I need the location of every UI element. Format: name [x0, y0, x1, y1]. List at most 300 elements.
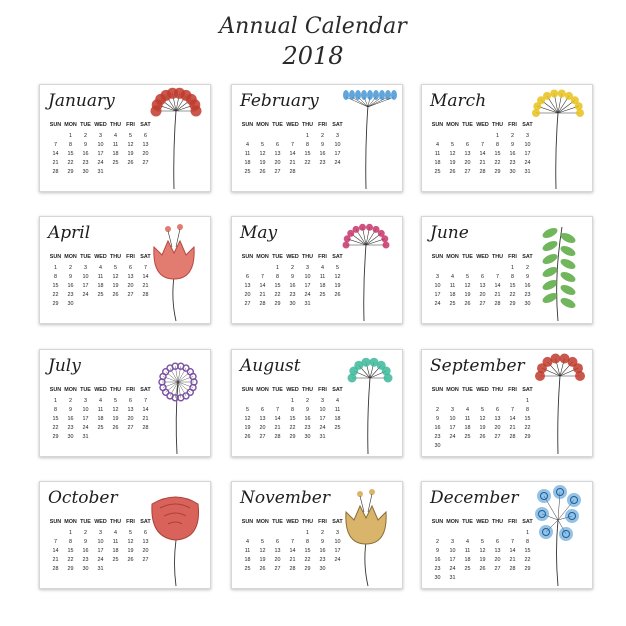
- day-cell: 29: [304, 566, 311, 572]
- day-cell: 2: [321, 133, 324, 139]
- day-cell: 12: [112, 407, 119, 413]
- day-cell: 1: [306, 133, 309, 139]
- day-cell: 16: [67, 283, 74, 289]
- day-cell: 30: [67, 301, 74, 307]
- weekday-label: SAT: [140, 122, 151, 128]
- day-cell: 1: [69, 530, 72, 536]
- day-cell: 1: [511, 265, 514, 271]
- day-cell: 27: [479, 301, 486, 307]
- month-card-may: [231, 216, 403, 324]
- weekday-header: [430, 122, 535, 128]
- week-row: [430, 424, 535, 433]
- day-cell: 14: [479, 151, 486, 157]
- week-row: [48, 565, 153, 574]
- day-cell: 13: [259, 416, 266, 422]
- day-cell: 28: [274, 434, 281, 440]
- day-cell: 13: [127, 407, 134, 413]
- week-row: [430, 547, 535, 556]
- day-cell: 29: [494, 169, 501, 175]
- day-cell: 14: [142, 274, 149, 280]
- flower-illustration-green-leaves: [528, 217, 590, 323]
- day-cell: 7: [481, 142, 484, 148]
- week-row: [240, 150, 345, 159]
- weekday-label: THU: [491, 122, 504, 128]
- day-cell: 13: [142, 539, 149, 545]
- week-row: [48, 406, 153, 415]
- day-cell: 8: [69, 539, 72, 545]
- day-cell: 23: [434, 434, 441, 440]
- weekday-label: THU: [109, 254, 122, 260]
- weekday-label: THU: [301, 122, 314, 128]
- day-cell: 20: [464, 160, 471, 166]
- month-name: December: [430, 488, 519, 508]
- week-row: [240, 565, 345, 574]
- week-row: [240, 291, 345, 300]
- day-cell: 15: [274, 283, 281, 289]
- day-cell: 3: [84, 265, 87, 271]
- week-row: [240, 282, 345, 291]
- day-cell: 9: [526, 274, 529, 280]
- day-cell: 26: [259, 566, 266, 572]
- week-row: [240, 273, 345, 282]
- day-cell: 13: [127, 274, 134, 280]
- day-cell: 18: [244, 160, 251, 166]
- weekday-label: THU: [109, 519, 122, 525]
- week-row: [48, 159, 153, 168]
- day-cell: 31: [449, 575, 456, 581]
- day-cell: 1: [526, 398, 529, 404]
- day-cell: 10: [434, 283, 441, 289]
- day-cell: 3: [451, 407, 454, 413]
- weekday-label: FRI: [508, 122, 517, 128]
- weekday-label: MON: [256, 387, 269, 393]
- day-cell: 31: [304, 301, 311, 307]
- day-cell: 13: [464, 151, 471, 157]
- week-row: [430, 415, 535, 424]
- day-cell: 10: [319, 407, 326, 413]
- day-cell: 23: [82, 557, 89, 563]
- week-row: [430, 273, 535, 282]
- week-row: [240, 397, 345, 406]
- week-row: [430, 556, 535, 565]
- day-cell: 5: [261, 539, 264, 545]
- day-cell: 9: [69, 407, 72, 413]
- day-cell: 1: [306, 530, 309, 536]
- weekday-label: TUE: [272, 254, 283, 260]
- weekday-label: WED: [286, 254, 299, 260]
- calendar-year: 2018: [282, 42, 344, 70]
- day-cell: 10: [97, 539, 104, 545]
- week-row: [48, 291, 153, 300]
- day-cell: 11: [334, 407, 341, 413]
- day-cell: 18: [434, 160, 441, 166]
- day-cell: 30: [289, 301, 296, 307]
- day-cell: 7: [511, 407, 514, 413]
- week-row: [430, 264, 535, 273]
- weekday-label: WED: [94, 387, 107, 393]
- day-cell: 30: [509, 169, 516, 175]
- day-cell: 29: [509, 301, 516, 307]
- week-row: [240, 406, 345, 415]
- day-cell: 4: [99, 398, 102, 404]
- day-cell: 18: [244, 557, 251, 563]
- day-cell: 5: [481, 407, 484, 413]
- day-cell: 26: [449, 169, 456, 175]
- day-cell: 19: [449, 160, 456, 166]
- month-name: September: [430, 356, 525, 376]
- day-cell: 19: [479, 425, 486, 431]
- day-cell: 28: [509, 434, 516, 440]
- day-cell: 23: [319, 160, 326, 166]
- day-cell: 5: [246, 407, 249, 413]
- weekday-label: SUN: [241, 254, 254, 260]
- weekday-header: [48, 254, 153, 260]
- weekday-label: TUE: [80, 387, 91, 393]
- week-row: [430, 132, 535, 141]
- day-cell: 29: [52, 434, 59, 440]
- month-card-august: [231, 349, 403, 457]
- week-row: [240, 141, 345, 150]
- month-name: February: [240, 91, 319, 111]
- day-cell: 16: [319, 548, 326, 554]
- day-cell: 11: [464, 548, 471, 554]
- day-cell: 17: [449, 425, 456, 431]
- day-cell: 12: [127, 539, 134, 545]
- weekday-header: [240, 519, 345, 525]
- weekday-label: WED: [476, 387, 489, 393]
- month-card-december: [421, 481, 593, 589]
- day-cell: 22: [274, 292, 281, 298]
- day-cell: 22: [67, 160, 74, 166]
- day-cell: 16: [434, 425, 441, 431]
- day-cell: 5: [466, 274, 469, 280]
- day-cell: 12: [259, 548, 266, 554]
- day-cell: 25: [97, 425, 104, 431]
- flower-illustration-red-tulip: [146, 217, 208, 323]
- calendar-title: Annual Calendar: [219, 14, 407, 39]
- day-cell: 30: [67, 434, 74, 440]
- day-cell: 31: [319, 434, 326, 440]
- day-cell: 9: [436, 416, 439, 422]
- day-grid: [240, 132, 345, 177]
- day-cell: 28: [479, 169, 486, 175]
- day-cell: 20: [494, 425, 501, 431]
- week-row: [48, 282, 153, 291]
- day-cell: 7: [144, 265, 147, 271]
- week-row: [48, 547, 153, 556]
- day-cell: 24: [82, 292, 89, 298]
- day-cell: 23: [524, 292, 531, 298]
- weekday-header: [430, 387, 535, 393]
- day-cell: 18: [319, 283, 326, 289]
- day-cell: 1: [69, 133, 72, 139]
- day-cell: 3: [526, 133, 529, 139]
- day-cell: 2: [436, 407, 439, 413]
- week-row: [48, 556, 153, 565]
- month-card-april: [39, 216, 211, 324]
- day-cell: 8: [54, 407, 57, 413]
- day-cell: 18: [112, 548, 119, 554]
- weekday-label: TUE: [272, 519, 283, 525]
- day-cell: 31: [97, 566, 104, 572]
- day-cell: 12: [449, 151, 456, 157]
- day-cell: 13: [274, 151, 281, 157]
- week-row: [430, 159, 535, 168]
- weekday-label: FRI: [508, 519, 517, 525]
- day-cell: 23: [67, 292, 74, 298]
- day-cell: 4: [436, 142, 439, 148]
- weekday-label: SUN: [431, 254, 444, 260]
- flower-illustration-blue-sprig: [338, 85, 400, 191]
- weekday-label: TUE: [80, 519, 91, 525]
- month-name: July: [48, 356, 81, 376]
- day-cell: 21: [289, 160, 296, 166]
- day-cell: 5: [481, 539, 484, 545]
- weekday-label: THU: [301, 254, 314, 260]
- day-cell: 17: [304, 283, 311, 289]
- day-cell: 12: [334, 274, 341, 280]
- day-cell: 27: [142, 160, 149, 166]
- day-cell: 20: [274, 557, 281, 563]
- day-cell: 23: [319, 557, 326, 563]
- day-cell: 26: [127, 557, 134, 563]
- day-cell: 20: [259, 425, 266, 431]
- month-card-june: [421, 216, 593, 324]
- day-cell: 19: [127, 548, 134, 554]
- weekday-label: FRI: [318, 387, 327, 393]
- weekday-label: TUE: [462, 122, 473, 128]
- day-cell: 3: [336, 133, 339, 139]
- day-cell: 7: [291, 142, 294, 148]
- day-cell: 31: [82, 434, 89, 440]
- day-cell: 25: [449, 301, 456, 307]
- flower-illustration-red-rose: [146, 482, 208, 588]
- week-row: [430, 442, 535, 451]
- day-cell: 8: [306, 539, 309, 545]
- day-cell: 7: [291, 539, 294, 545]
- month-name: October: [48, 488, 118, 508]
- day-grid: [48, 264, 153, 309]
- weekday-label: SUN: [49, 122, 62, 128]
- day-cell: 2: [321, 530, 324, 536]
- day-cell: 9: [291, 274, 294, 280]
- day-cell: 9: [321, 142, 324, 148]
- day-cell: 18: [334, 416, 341, 422]
- day-cell: 25: [244, 169, 251, 175]
- weekday-label: WED: [94, 254, 107, 260]
- day-cell: 17: [434, 292, 441, 298]
- month-name: August: [240, 356, 301, 376]
- flower-illustration-gold-tulip: [338, 482, 400, 588]
- day-cell: 19: [479, 557, 486, 563]
- day-cell: 27: [127, 425, 134, 431]
- weekday-label: TUE: [272, 387, 283, 393]
- day-cell: 22: [524, 425, 531, 431]
- day-cell: 22: [52, 292, 59, 298]
- weekday-label: TUE: [462, 254, 473, 260]
- day-cell: 4: [466, 539, 469, 545]
- day-cell: 8: [526, 539, 529, 545]
- weekday-label: WED: [476, 254, 489, 260]
- day-cell: 27: [274, 169, 281, 175]
- week-row: [240, 300, 345, 309]
- day-cell: 16: [67, 416, 74, 422]
- week-row: [430, 397, 535, 406]
- day-cell: 11: [112, 539, 119, 545]
- day-cell: 24: [97, 160, 104, 166]
- day-cell: 16: [289, 283, 296, 289]
- day-cell: 15: [524, 416, 531, 422]
- day-cell: 9: [306, 407, 309, 413]
- day-cell: 19: [244, 425, 251, 431]
- weekday-label: THU: [109, 387, 122, 393]
- month-card-july: [39, 349, 211, 457]
- day-cell: 27: [494, 566, 501, 572]
- day-cell: 18: [97, 416, 104, 422]
- day-cell: 11: [449, 283, 456, 289]
- day-cell: 21: [289, 557, 296, 563]
- day-cell: 5: [114, 398, 117, 404]
- day-cell: 21: [509, 425, 516, 431]
- day-cell: 3: [451, 539, 454, 545]
- day-cell: 25: [334, 425, 341, 431]
- day-cell: 14: [509, 548, 516, 554]
- day-cell: 24: [82, 425, 89, 431]
- weekday-label: THU: [301, 387, 314, 393]
- day-cell: 1: [54, 398, 57, 404]
- day-cell: 25: [319, 292, 326, 298]
- weekday-header: [48, 122, 153, 128]
- day-cell: 30: [434, 575, 441, 581]
- day-cell: 1: [54, 265, 57, 271]
- day-cell: 9: [69, 274, 72, 280]
- week-row: [48, 529, 153, 538]
- day-cell: 22: [289, 425, 296, 431]
- day-cell: 9: [84, 539, 87, 545]
- day-cell: 7: [261, 274, 264, 280]
- day-cell: 3: [321, 398, 324, 404]
- day-cell: 12: [479, 416, 486, 422]
- weekday-label: SAT: [522, 519, 533, 525]
- week-row: [430, 406, 535, 415]
- day-cell: 11: [97, 274, 104, 280]
- day-cell: 1: [526, 530, 529, 536]
- day-cell: 29: [524, 566, 531, 572]
- week-row: [48, 168, 153, 177]
- day-cell: 30: [524, 301, 531, 307]
- month-card-november: [231, 481, 403, 589]
- day-cell: 6: [276, 142, 279, 148]
- day-cell: 4: [246, 539, 249, 545]
- day-cell: 17: [334, 548, 341, 554]
- day-cell: 2: [84, 530, 87, 536]
- day-cell: 29: [52, 301, 59, 307]
- month-card-september: [421, 349, 593, 457]
- day-cell: 14: [52, 151, 59, 157]
- week-row: [430, 291, 535, 300]
- day-grid: [240, 264, 345, 309]
- day-cell: 21: [142, 416, 149, 422]
- weekday-label: FRI: [318, 254, 327, 260]
- week-row: [240, 547, 345, 556]
- day-cell: 27: [494, 434, 501, 440]
- weekday-label: SUN: [241, 122, 254, 128]
- day-cell: 5: [336, 265, 339, 271]
- week-row: [48, 538, 153, 547]
- weekday-header: [240, 254, 345, 260]
- day-cell: 19: [127, 151, 134, 157]
- week-row: [240, 556, 345, 565]
- weekday-header: [430, 254, 535, 260]
- day-cell: 30: [304, 434, 311, 440]
- week-row: [48, 300, 153, 309]
- weekday-label: WED: [476, 519, 489, 525]
- day-cell: 25: [464, 566, 471, 572]
- day-cell: 27: [244, 301, 251, 307]
- day-cell: 29: [67, 566, 74, 572]
- day-cell: 10: [97, 142, 104, 148]
- weekday-label: MON: [446, 122, 459, 128]
- weekday-label: MON: [446, 254, 459, 260]
- day-cell: 22: [67, 557, 74, 563]
- weekday-label: SAT: [332, 519, 343, 525]
- week-row: [240, 529, 345, 538]
- day-cell: 5: [129, 530, 132, 536]
- day-cell: 16: [524, 283, 531, 289]
- weekday-label: SAT: [332, 254, 343, 260]
- weekday-label: WED: [94, 519, 107, 525]
- day-cell: 6: [496, 407, 499, 413]
- day-cell: 22: [524, 557, 531, 563]
- day-cell: 2: [291, 265, 294, 271]
- month-name: March: [430, 91, 487, 111]
- day-cell: 19: [259, 557, 266, 563]
- day-cell: 22: [304, 557, 311, 563]
- day-cell: 21: [259, 292, 266, 298]
- day-cell: 5: [129, 133, 132, 139]
- day-cell: 22: [304, 160, 311, 166]
- day-cell: 15: [524, 548, 531, 554]
- week-row: [48, 150, 153, 159]
- day-cell: 14: [289, 548, 296, 554]
- day-cell: 13: [142, 142, 149, 148]
- day-cell: 15: [52, 416, 59, 422]
- day-cell: 6: [246, 274, 249, 280]
- day-cell: 13: [244, 283, 251, 289]
- day-grid: [430, 529, 535, 583]
- day-cell: 23: [67, 425, 74, 431]
- weekday-label: SUN: [49, 254, 62, 260]
- day-cell: 26: [334, 292, 341, 298]
- day-cell: 6: [129, 398, 132, 404]
- day-cell: 15: [509, 283, 516, 289]
- day-cell: 11: [97, 407, 104, 413]
- flower-illustration-pink-berries: [338, 217, 400, 323]
- day-cell: 9: [436, 548, 439, 554]
- day-cell: 17: [97, 548, 104, 554]
- weekday-label: SUN: [49, 519, 62, 525]
- week-row: [430, 141, 535, 150]
- day-cell: 4: [246, 142, 249, 148]
- day-cell: 24: [524, 160, 531, 166]
- day-cell: 31: [524, 169, 531, 175]
- day-cell: 29: [289, 434, 296, 440]
- day-cell: 28: [52, 169, 59, 175]
- day-cell: 11: [244, 548, 251, 554]
- day-cell: 19: [334, 283, 341, 289]
- day-cell: 16: [82, 548, 89, 554]
- weekday-label: MON: [64, 254, 77, 260]
